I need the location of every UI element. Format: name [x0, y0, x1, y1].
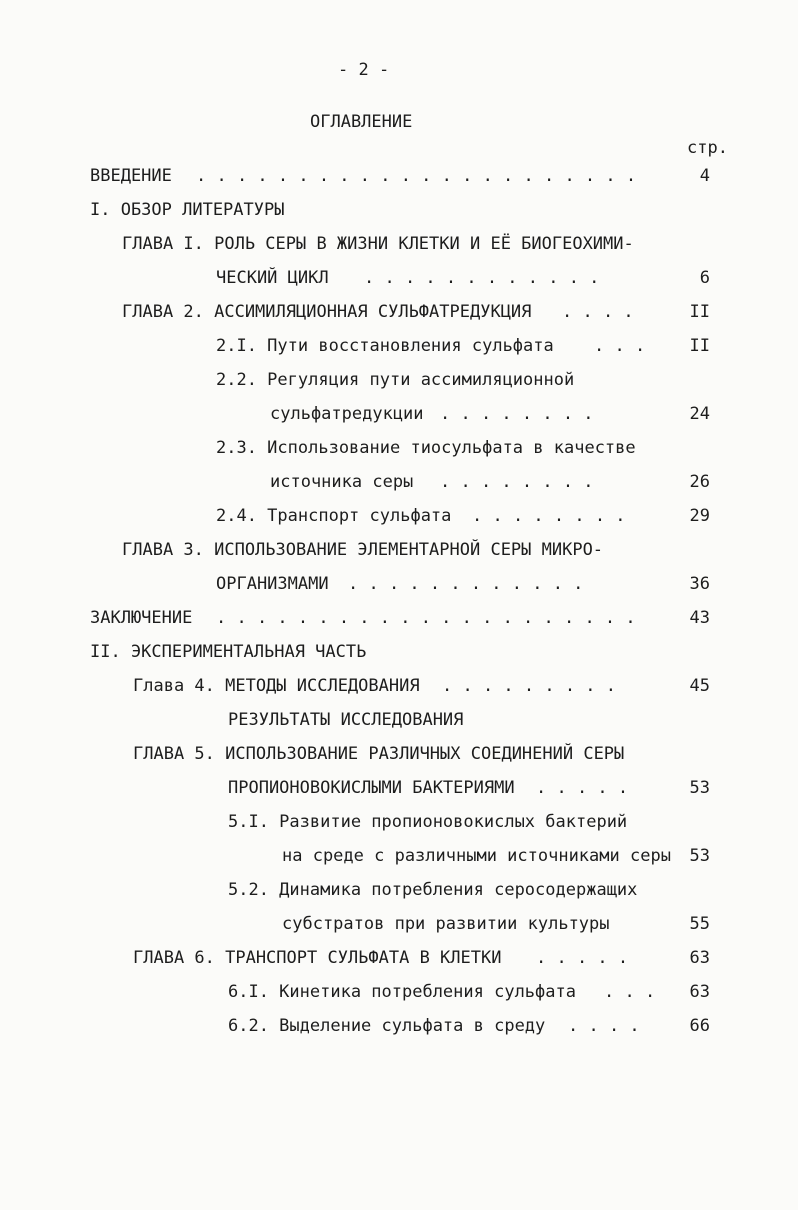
toc-entry-text: 2.3. Использование тиосульфата в качестве	[216, 438, 636, 458]
toc-entry-text: на среде с различными источниками серы	[282, 846, 671, 866]
toc-entry-dots: . . . . .	[536, 778, 629, 798]
toc-entry-page: 4	[699, 166, 710, 186]
toc-entry-text: ГЛАВА 3. ИСПОЛЬЗОВАНИЕ ЭЛЕМЕНТАРНОЙ СЕРЫ МИКРО-	[122, 540, 604, 560]
page-number: - 2 -	[338, 60, 390, 80]
toc-entry-dots: . . . . . . . . .	[442, 676, 616, 696]
toc-entry-text: ПРОПИОНОВОКИСЛЫМИ БАКТЕРИЯМИ	[228, 778, 515, 798]
toc-entry-page: II	[689, 302, 710, 322]
toc-entry-dots: . . . . . . . . . . . . . . . . . . . . . .	[196, 166, 637, 186]
toc-entry-text: 2.2. Регуляция пути ассимиляционной	[216, 370, 575, 390]
toc-entry-page: II	[689, 336, 710, 356]
toc-entry-text: ЧЕСКИЙ ЦИКЛ	[216, 268, 329, 288]
toc-entry-text: РЕЗУЛЬТАТЫ ИССЛЕДОВАНИЯ	[228, 710, 464, 730]
toc-entry-dots: . . . . .	[536, 948, 629, 968]
toc-entry-page: 63	[689, 982, 710, 1002]
toc-entry-text: Глава 4. МЕТОДЫ ИССЛЕДОВАНИЯ	[133, 676, 420, 696]
toc-entry-page: 26	[689, 472, 710, 492]
toc-entry-text: 5.I. Развитие пропионовокислых бактерий	[228, 812, 628, 832]
toc-entry-text: 2.4. Транспорт сульфата	[216, 506, 452, 526]
page-column-header: стр.	[687, 138, 728, 158]
toc-entry-text: 2.I. Пути восстановления сульфата	[216, 336, 554, 356]
toc-entry-text: источника серы	[270, 472, 414, 492]
toc-entry-page: 55	[689, 914, 710, 934]
toc-entry-page: 63	[689, 948, 710, 968]
toc-entry-dots: . . . .	[568, 1016, 640, 1036]
toc-entry-text: ГЛАВА 6. ТРАНСПОРТ СУЛЬФАТА В КЛЕТКИ	[133, 948, 502, 968]
toc-entry-page: 6	[699, 268, 710, 288]
toc-entry-page: 66	[689, 1016, 710, 1036]
toc-entry-page: 29	[689, 506, 710, 526]
toc-entry-page: 43	[689, 608, 710, 628]
toc-entry-dots: . . . . . . . . . . . .	[364, 268, 600, 288]
toc-entry-text: ГЛАВА 5. ИСПОЛЬЗОВАНИЕ РАЗЛИЧНЫХ СОЕДИНЕНИЙ СЕРЫ	[133, 744, 625, 764]
toc-entry-text: ВВЕДЕНИЕ	[90, 166, 172, 186]
toc-entry-page: 53	[689, 778, 710, 798]
toc-entry-dots: . . . . . . . .	[440, 472, 594, 492]
toc-entry-text: 6.2. Выделение сульфата в среду	[228, 1016, 546, 1036]
toc-entry-dots: . . .	[594, 336, 646, 356]
toc-entry-text: ЗАКЛЮЧЕНИЕ	[90, 608, 193, 628]
toc-entry-dots: . . . . . . . .	[440, 404, 594, 424]
toc-entry-dots: . . .	[604, 982, 656, 1002]
toc-entry-dots: . . . . . . . . . . . .	[348, 574, 584, 594]
toc-entry-text: II. ЭКСПЕРИМЕНТАЛЬНАЯ ЧАСТЬ	[90, 642, 367, 662]
toc-entry-text: ОРГАНИЗМАМИ	[216, 574, 329, 594]
toc-title: ОГЛАВЛЕНИЕ	[310, 112, 413, 132]
toc-entry-text: ГЛАВА I. РОЛЬ СЕРЫ В ЖИЗНИ КЛЕТКИ И ЕЁ БИОГЕОХИМИ-	[122, 234, 634, 254]
toc-entry-text: 6.I. Кинетика потребления сульфата	[228, 982, 576, 1002]
toc-entry-text: сульфатредукции	[270, 404, 424, 424]
toc-entry-page: 24	[689, 404, 710, 424]
toc-entry-text: субстратов при развитии культуры	[282, 914, 610, 934]
toc-entry-page: 36	[689, 574, 710, 594]
toc-entry-text: ГЛАВА 2. АССИМИЛЯЦИОННАЯ СУЛЬФАТРЕДУКЦИЯ	[122, 302, 532, 322]
toc-entry-text: 5.2. Динамика потребления серосодержащих	[228, 880, 638, 900]
toc-entry-dots: . . . .	[562, 302, 634, 322]
toc-entry-dots: . . . . . . . .	[472, 506, 626, 526]
toc-entry-text: I. ОБЗОР ЛИТЕРАТУРЫ	[90, 200, 285, 220]
toc-entry-page: 53	[689, 846, 710, 866]
toc-entry-page: 45	[689, 676, 710, 696]
toc-entry-dots: . . . . . . . . . . . . . . . . . . . . .	[216, 608, 636, 628]
